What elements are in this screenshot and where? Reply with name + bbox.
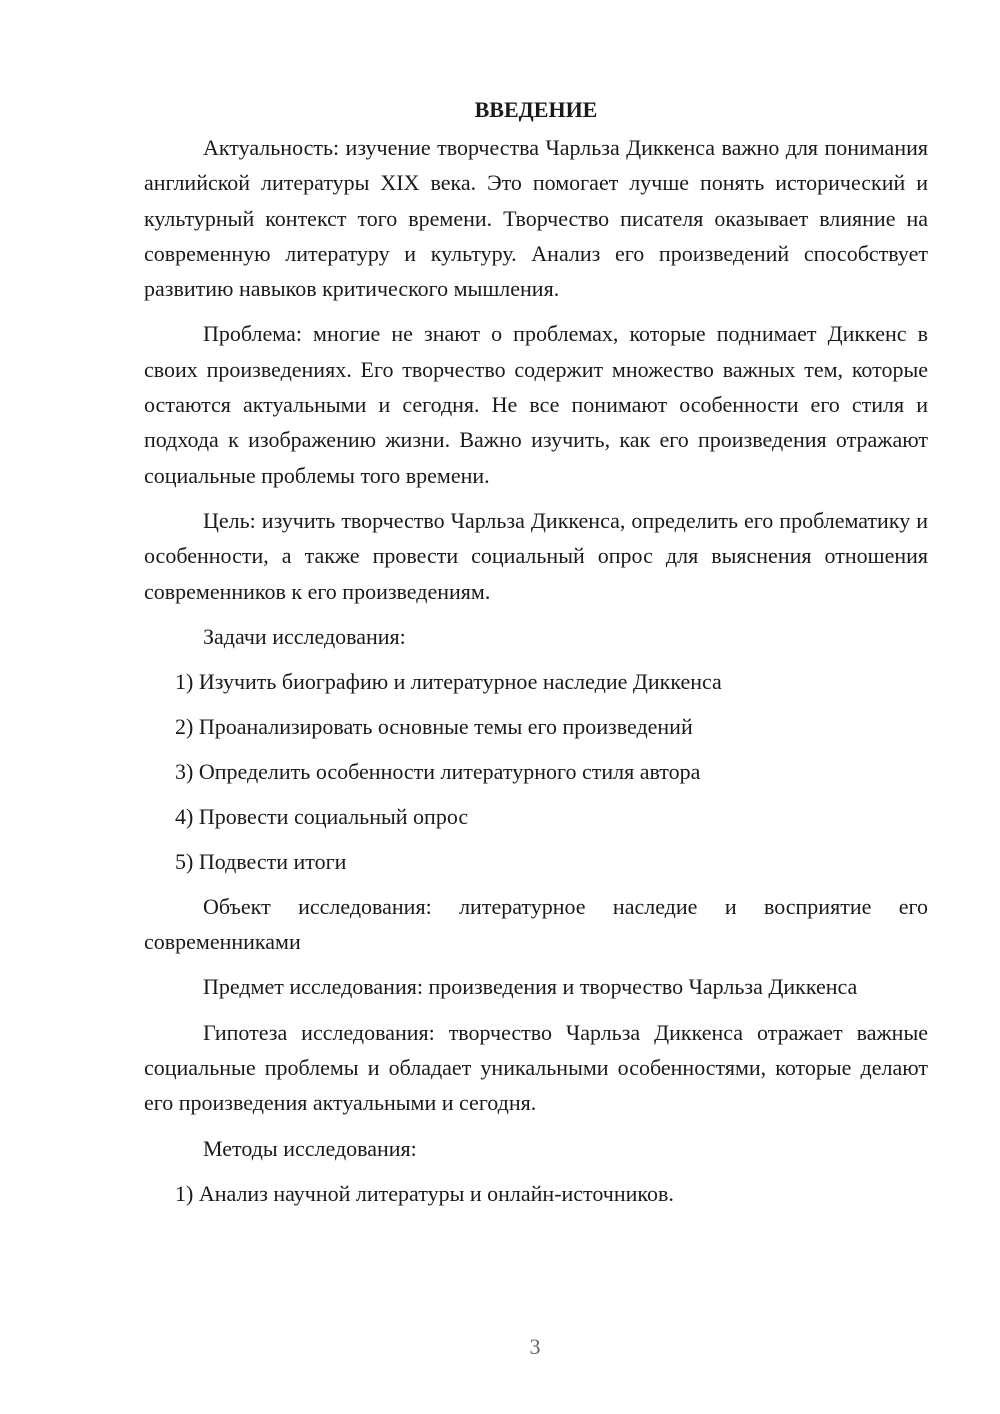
subject-paragraph: Предмет исследования: произведения и творчество Чарльза Диккенса: [203, 974, 858, 1000]
task-item: 5) Подвести итоги: [175, 848, 347, 874]
task-item: 3) Определить особенности литературного стиля автора: [175, 758, 701, 784]
page-title: ВВЕДЕНИЕ: [474, 97, 598, 122]
task-item: 2) Проанализировать основные темы его произведений: [175, 713, 693, 739]
hypothesis-paragraph: Гипотеза исследования: творчество Чарльза Диккенса отражает важные социальные проблемы и обладает уникальными особенностями, которые делают его произведения актуальными и сегодня.: [144, 1019, 928, 1116]
problem-paragraph: Проблема: многие не знают о проблемах, которые поднимает Диккенс в своих произведениях. Его творчество содержит множество важных тем, которые остаются актуальными и сегодня. Не все понимают особенности его стиля и подхода к изображению жизни. Важно изучить, как его произведения отражают социальные проблемы того времени.: [144, 321, 928, 488]
page-number: 3: [529, 1334, 541, 1359]
goal-paragraph: Цель: изучить творчество Чарльза Диккенса, определить его проблематику и особенности, а также провести социальный опрос для выяснения отношения современников к его произведениям.: [144, 507, 928, 604]
method-item: 1) Анализ научной литературы и онлайн-источников.: [175, 1180, 674, 1206]
tasks-title: Задачи исследования:: [203, 623, 406, 649]
task-item: 4) Провести социальный опрос: [175, 803, 469, 829]
document-page: [144, 92, 928, 1221]
methods-title: Методы исследования:: [203, 1135, 417, 1161]
relevance-paragraph: Актуальность: изучение творчества Чарльза Диккенса важно для понимания английской литературы XIX века. Это помогает лучше понять исторический и культурный контекст того времени. Творчество писателя оказывает влияние на современную литературу и культуру. Анализ его произведений способствует развитию навыков критического мышления.: [144, 135, 928, 302]
object-paragraph: Объект исследования: литературное наследие и восприятие его современниками: [144, 893, 928, 955]
task-item: 1) Изучить биографию и литературное наследие Диккенса: [175, 668, 722, 694]
